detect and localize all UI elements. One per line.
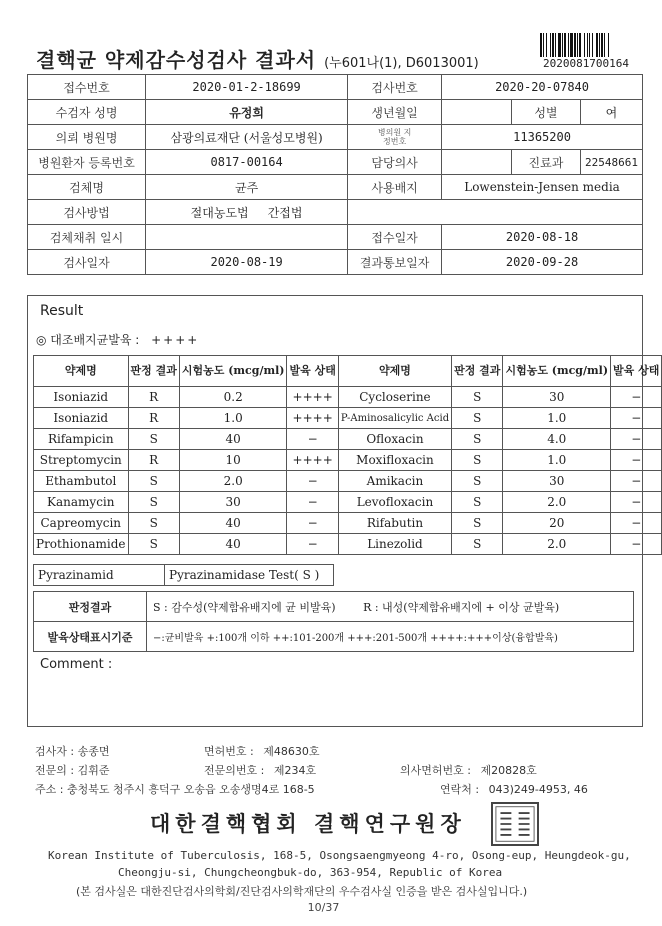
barcode-bar [558, 33, 561, 57]
legend-result-label: 판정결과 [34, 592, 147, 622]
drug-growth: − [611, 450, 662, 471]
drug-row [34, 408, 662, 429]
col-drug: 약제명 [34, 356, 129, 387]
drug-name: Cycloserine [338, 387, 451, 408]
drug-result: S [128, 534, 179, 555]
drug-name: Rifabutin [338, 513, 451, 534]
drug-result: S [128, 513, 179, 534]
drug-row [34, 534, 662, 555]
drug-conc: 1.0 [503, 450, 611, 471]
barcode-bar [564, 33, 566, 57]
doctor-label: 담당의사 [348, 150, 442, 175]
test-no: 2020-20-07840 [442, 75, 643, 100]
barcode-bar [608, 33, 609, 57]
tester-license-label: 면허번호 : [204, 745, 254, 758]
tester-label: 검사자 : [35, 745, 75, 758]
col-result: 판정 결과 [452, 356, 503, 387]
tester-line [35, 743, 109, 759]
barcode-bar [604, 33, 605, 57]
hospital-label: 의뢰 병원명 [28, 125, 146, 150]
result-title: Result [40, 303, 84, 319]
sex: 여 [580, 100, 642, 125]
drug-name: Amikacin [338, 471, 451, 492]
certification-note: (본 검사실은 대한진단검사의학회/진단검사의학재단의 우수검사실 인증을 받은 검사실입니다.) [76, 885, 528, 898]
dept: 22548661 [580, 150, 642, 175]
barcode-number: 2020081700164 [542, 57, 630, 70]
barcode-bar [543, 33, 544, 57]
drug-name: Streptomycin [34, 450, 129, 471]
drug-name: P-Aminosalicylic Acid [338, 408, 451, 429]
specialist-label: 전문의 : [35, 764, 75, 777]
drug-conc: 30 [179, 492, 287, 513]
doctor [442, 150, 512, 175]
legend-growth-label: 발육상태표시기준 [34, 622, 147, 652]
test-date-label: 검사일자 [28, 250, 146, 275]
drug-name: Capreomycin [34, 513, 129, 534]
barcode-bar [592, 33, 593, 57]
collect-date [146, 225, 348, 250]
drug-table [33, 355, 662, 555]
drug-row [34, 450, 662, 471]
specialist-no-line [204, 762, 316, 778]
barcode [540, 33, 632, 57]
barcode-bar [562, 33, 563, 57]
drug-result: S [452, 513, 503, 534]
drug-conc: 40 [179, 513, 287, 534]
drug-growth: − [611, 408, 662, 429]
pza-table [33, 564, 334, 586]
tester-license: 제48630호 [263, 745, 320, 758]
official-seal-icon [491, 802, 539, 846]
drug-name: Linezolid [338, 534, 451, 555]
report-date: 2020-09-28 [442, 250, 643, 275]
barcode-bar [552, 33, 554, 57]
pza-name: Pyrazinamid [34, 565, 165, 586]
drug-name: Ofloxacin [338, 429, 451, 450]
drug-row [34, 471, 662, 492]
method-label: 검사방법 [28, 200, 146, 225]
method [146, 200, 348, 225]
legend-r: R : 내성(약제함유배지에 + 이상 균발육) [363, 600, 560, 614]
drug-growth: − [287, 471, 338, 492]
address-label: 주소 : [35, 783, 64, 796]
drug-result: R [128, 450, 179, 471]
drug-result: S [452, 429, 503, 450]
drug-conc: 30 [503, 387, 611, 408]
patient-info-table [27, 74, 643, 275]
specimen-label: 검체명 [28, 175, 146, 200]
drug-result: S [128, 429, 179, 450]
drug-conc: 1.0 [503, 408, 611, 429]
hospital-code: 11365200 [442, 125, 643, 150]
drug-name: Rifampicin [34, 429, 129, 450]
hospital-code-label-text: 병의원 지정번호 [377, 128, 412, 146]
phone-label: 연락처 : [440, 783, 480, 796]
address-line [35, 781, 315, 797]
drug-growth: − [287, 429, 338, 450]
drug-row [34, 492, 662, 513]
dob-label: 생년월일 [348, 100, 442, 125]
drug-conc: 40 [179, 429, 287, 450]
report-date-label: 결과통보일자 [348, 250, 442, 275]
drug-name: Isoniazid [34, 408, 129, 429]
drug-conc: 0.2 [179, 387, 287, 408]
receipt-no: 2020-01-2-18699 [146, 75, 348, 100]
drug-growth: − [287, 534, 338, 555]
drug-row [34, 387, 662, 408]
barcode-bar [550, 33, 551, 57]
specialist-no-label: 전문의번호 : [204, 764, 265, 777]
barcode-bar [599, 33, 600, 57]
method-1: 절대농도법 [190, 205, 249, 220]
drug-growth: − [611, 387, 662, 408]
test-date: 2020-08-19 [146, 250, 348, 275]
drug-growth: ++++ [287, 450, 338, 471]
form-code: (누601나(1), D6013001) [324, 56, 479, 71]
pza-value: Pyrazinamidase Test( S ) [165, 565, 334, 586]
doctor-license-line [400, 762, 537, 778]
drug-row [34, 513, 662, 534]
phone-line [440, 781, 588, 797]
patient-name-label: 수검자 성명 [28, 100, 146, 125]
drug-result: R [128, 387, 179, 408]
legend-table [33, 591, 634, 652]
hospital-code-label [348, 125, 442, 150]
medium-label: 사용배지 [348, 175, 442, 200]
col-conc: 시험농도 (mcg/ml) [179, 356, 287, 387]
col-conc: 시험농도 (mcg/ml) [503, 356, 611, 387]
barcode-bar [540, 33, 542, 57]
drug-result: S [452, 534, 503, 555]
barcode-bar [596, 33, 598, 57]
comment-label: Comment : [40, 657, 113, 672]
barcode-bar [546, 33, 547, 57]
specialist-no: 제234호 [273, 764, 317, 777]
drug-conc: 2.0 [503, 492, 611, 513]
test-no-label: 검사번호 [348, 75, 442, 100]
legend-growth-text: −:균비발육 +:100개 이하 ++:101-200개 +++:201-500개 ++++:+++이상(융합발육) [147, 622, 634, 652]
col-result: 판정 결과 [128, 356, 179, 387]
barcode-bar [584, 33, 585, 57]
dept-label: 진료과 [511, 150, 580, 175]
reg-no-label: 병원환자 등록번호 [28, 150, 146, 175]
receive-date: 2020-08-18 [442, 225, 643, 250]
drug-name: Kanamycin [34, 492, 129, 513]
drug-result: S [452, 387, 503, 408]
barcode-bar [570, 33, 573, 57]
drug-result: S [452, 492, 503, 513]
drug-row [34, 429, 662, 450]
drug-conc: 1.0 [179, 408, 287, 429]
specialist-name: 김휘준 [77, 764, 110, 777]
dob [442, 100, 512, 125]
drug-growth: − [611, 534, 662, 555]
tester-name: 송종면 [77, 745, 110, 758]
medium: Lowenstein-Jensen media [442, 175, 643, 200]
patient-name: 유정희 [146, 100, 348, 125]
address: 충청북도 청주시 흥덕구 오송읍 오송생명4로 168-5 [66, 783, 315, 796]
reg-no: 0817-00164 [146, 150, 348, 175]
col-growth: 발육 상태 [287, 356, 338, 387]
tester-license-line [204, 743, 319, 759]
specimen: 균주 [146, 175, 348, 200]
drug-name: Levofloxacin [338, 492, 451, 513]
drug-result: S [452, 408, 503, 429]
barcode-bar [601, 33, 603, 57]
specialist-line [35, 762, 109, 778]
drug-result: S [452, 450, 503, 471]
doctor-license-label: 의사면허번호 : [400, 764, 471, 777]
hospital-name: 삼광의료재단 (서울성모병원) [146, 125, 348, 150]
col-drug: 약제명 [338, 356, 451, 387]
drug-growth: − [611, 429, 662, 450]
sex-label: 성별 [511, 100, 580, 125]
drug-name: Moxifloxacin [338, 450, 451, 471]
drug-conc: 2.0 [179, 471, 287, 492]
drug-name: Prothionamide [34, 534, 129, 555]
drug-result: S [128, 471, 179, 492]
drug-conc: 40 [179, 534, 287, 555]
barcode-bar [587, 33, 588, 57]
drug-name: Ethambutol [34, 471, 129, 492]
receipt-no-label: 접수번호 [28, 75, 146, 100]
drug-name: Isoniazid [34, 387, 129, 408]
drug-conc: 20 [503, 513, 611, 534]
drug-conc: 30 [503, 471, 611, 492]
org-address-en-2: Cheongju-si, Chungcheongbuk-do, 363-954, Republic of Korea [118, 866, 503, 879]
empty-cell [348, 200, 643, 225]
method-2: 간접법 [267, 205, 303, 220]
barcode-bar [579, 33, 581, 57]
legend-result-text [147, 592, 634, 622]
barcode-bar [574, 33, 576, 57]
drug-conc: 10 [179, 450, 287, 471]
drug-result: S [452, 471, 503, 492]
org-address-en-1: Korean Institute of Tuberculosis, 168-5, Osongsaengmyeong 4-ro, Osong-eup, Heungdeok-gu, [48, 849, 631, 862]
drug-growth: − [611, 513, 662, 534]
doctor-license: 제20828호 [480, 764, 537, 777]
barcode-bar [555, 33, 556, 57]
legend-s: S : 감수성(약제함유배지에 균 비발육) [153, 600, 336, 614]
drug-conc: 2.0 [503, 534, 611, 555]
drug-result: R [128, 408, 179, 429]
drug-conc: 4.0 [503, 429, 611, 450]
receive-date-label: 접수일자 [348, 225, 442, 250]
control-culture-value: ++++ [151, 333, 200, 347]
drug-growth: − [611, 492, 662, 513]
control-culture [36, 331, 199, 348]
organization-name: 대한결핵협회 결핵연구원장 [150, 811, 466, 836]
page-number: 10/37 [307, 901, 340, 914]
phone: 043)249-4953, 46 [488, 783, 588, 796]
barcode-bar [568, 33, 569, 57]
report-title: 결핵균 약제감수성검사 결과서 [36, 48, 317, 72]
control-culture-label: ◎ 대조배지균발육 : [36, 333, 140, 347]
drug-growth: ++++ [287, 408, 338, 429]
page-title [36, 44, 479, 73]
drug-growth: ++++ [287, 387, 338, 408]
barcode-bar [589, 33, 590, 57]
drug-growth: − [611, 471, 662, 492]
collect-date-label: 검체채취 일시 [28, 225, 146, 250]
col-growth: 발육 상태 [611, 356, 662, 387]
drug-growth: − [287, 492, 338, 513]
drug-growth: − [287, 513, 338, 534]
drug-result: S [128, 492, 179, 513]
barcode-bar [577, 33, 578, 57]
